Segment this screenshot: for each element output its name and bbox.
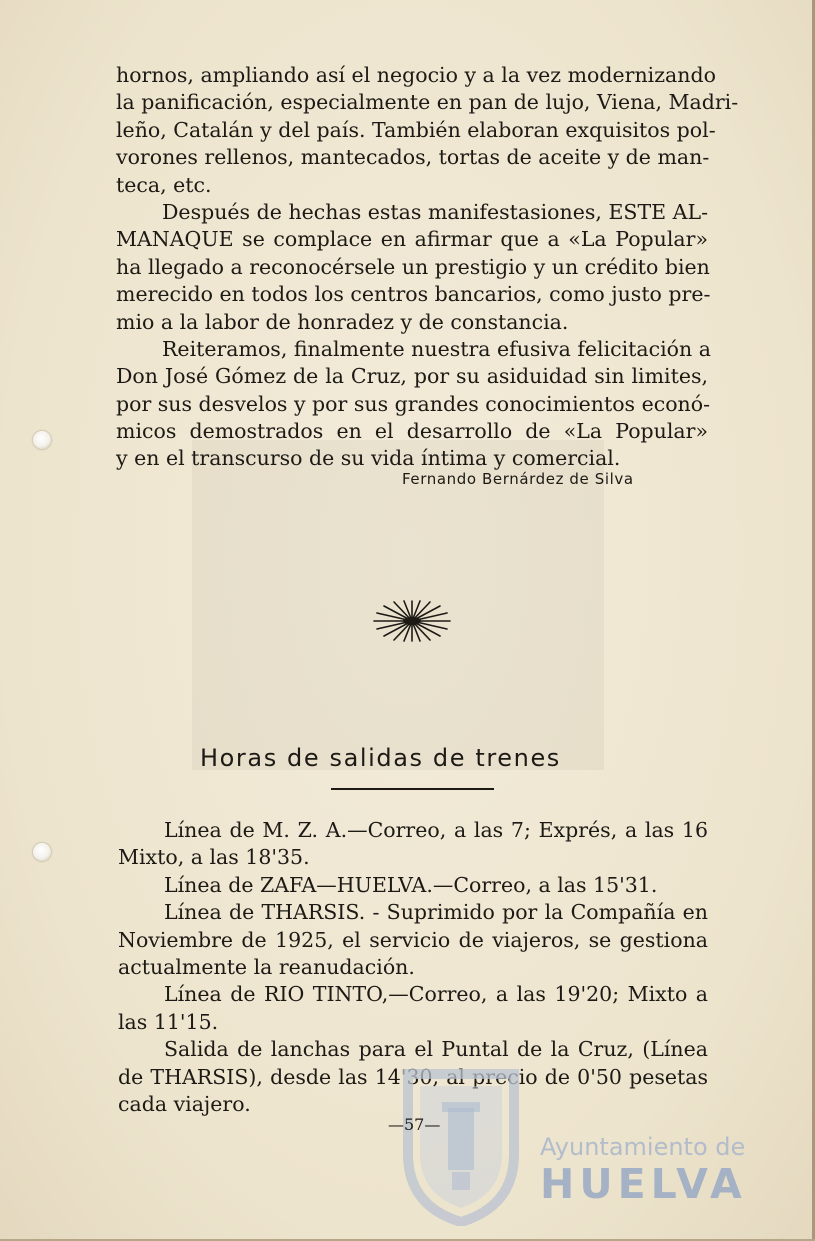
schedule-line: Línea de RIO TINTO,—Correo, a las 19'20; Mixto a [164,982,708,1007]
schedule-line: Salida de lanchas para el Puntal de la Cruz, (Línea [164,1037,708,1062]
article-line: teca, etc. [116,172,212,197]
article-body [116,62,739,473]
article-line: Reiteramos, finalmente nuestra efusiva felicitación a [162,336,711,361]
schedule-line: de THARSIS), desde las 14'30, al precio de 0'50 pesetas [118,1064,708,1089]
schedule-line: Mixto, a las 18'35. [118,845,310,870]
page-number: —57— [388,1115,441,1134]
article-line: por sus desvelos y por sus grandes conocimientos econó- [116,391,711,416]
article-line: vorones rellenos, mantecados, tortas de aceite y de man- [116,145,710,170]
schedule-line: Noviembre de 1925, el servicio de viajeros, se gestiona [118,927,708,952]
article-line: la panificación, especialmente en pan de lujo, Viena, Madri- [116,90,739,115]
article-line: Después de hechas estas manifestasiones, ESTE AL- [162,199,708,224]
article-line: merecido en todos los centros bancarios, como justo pre- [116,282,711,307]
author-signature: Fernando Bernárdez de Silva [402,470,634,488]
article-line: leño, Catalán y del país. También elaboran exquisitos pol- [116,117,716,142]
article-line: MANAQUE se complace en afirmar que a «La Popular» [116,227,708,252]
article-line: mio a la labor de honradez y de constancia. [116,309,569,334]
article-line: y en el transcurso de su vida íntima y comercial. [116,446,621,471]
section-heading: Horas de salidas de trenes [200,744,561,772]
schedule-line: Línea de THARSIS. - Suprimido por la Compañía en [164,900,708,925]
schedule-line: cada viajero. [118,1091,251,1116]
watermark-title: Ayuntamiento de [540,1133,746,1161]
binding-hole-top [33,431,51,449]
article-line: hornos, ampliando así el negocio y a la vez modernizando [116,63,716,87]
schedule-line: Línea de M. Z. A.—Correo, a las 7; Exprés, a las 16 [164,818,708,842]
article-line: micos demostrados en el desarrollo de «La Popular» [116,419,708,444]
schedule-line: las 11'15. [118,1009,219,1034]
schedule-line: actualmente la reanudación. [118,954,415,979]
watermark-name: HUELVA [540,1160,747,1208]
schedule-line: Línea de ZAFA—HUELVA.—Correo, a las 15'31. [164,872,658,897]
article-line: Don José Gómez de la Cruz, por su asiduidad sin limites, [116,364,708,389]
sunburst-ornament-icon [372,600,452,642]
heading-underline [331,788,494,790]
huelva-seal-icon [398,1068,524,1226]
article-line: ha llegado a reconocérsele un prestigio y un crédito bien [116,254,710,279]
binding-hole-bottom [33,843,51,861]
